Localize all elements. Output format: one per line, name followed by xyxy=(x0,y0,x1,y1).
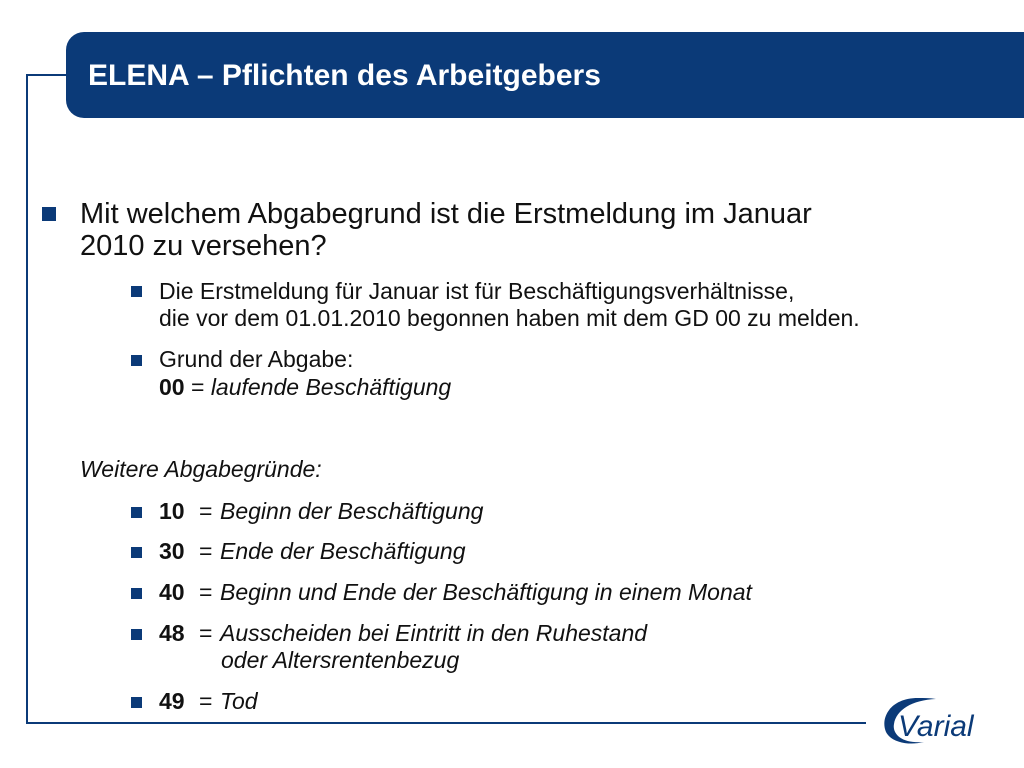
reason-item xyxy=(159,688,258,715)
varial-logo xyxy=(878,692,1008,748)
reason-eq: = xyxy=(199,498,213,524)
bullet-square-icon xyxy=(131,286,142,297)
grund-text: laufende Beschäftigung xyxy=(210,374,452,400)
bullet-square-icon xyxy=(131,547,142,558)
bullet-square-icon xyxy=(42,207,56,221)
bullet-square-icon xyxy=(131,697,142,708)
grund-code: 00 xyxy=(159,374,185,400)
bullet-square-icon xyxy=(131,588,142,599)
bullet-square-icon xyxy=(131,355,142,366)
reason-text: Beginn und Ende der Beschäftigung in einem Monat xyxy=(220,579,752,605)
reason-eq: = xyxy=(199,620,213,646)
reason-item xyxy=(159,538,466,565)
reason-item xyxy=(159,498,483,525)
reason-text-continuation: oder Altersrentenbezug xyxy=(221,647,460,673)
question-line-2: 2010 zu versehen? xyxy=(80,230,327,262)
reason-eq: = xyxy=(199,538,213,564)
answer-line-2: die vor dem 01.01.2010 begonnen haben mit dem GD 00 zu melden. xyxy=(159,305,860,331)
slide-title: ELENA – Pflichten des Arbeitgebers xyxy=(88,59,601,92)
reason-code: 49 xyxy=(159,688,185,714)
reason-code: 30 xyxy=(159,538,185,564)
reason-text: Beginn der Beschäftigung xyxy=(220,498,484,524)
grund-label: Grund der Abgabe: xyxy=(159,346,354,372)
answer-line-1: Die Erstmeldung für Januar ist für Beschäftigungsverhältnisse, xyxy=(159,278,795,304)
reason-code: 48 xyxy=(159,620,185,646)
reason-text: Tod xyxy=(220,688,258,714)
reason-eq: = xyxy=(199,688,213,714)
grund-line xyxy=(159,374,451,401)
reason-text: Ende der Beschäftigung xyxy=(220,538,466,564)
reason-item xyxy=(159,620,647,647)
reason-text: Ausscheiden bei Eintritt in den Ruhestand xyxy=(220,620,648,646)
bullet-square-icon xyxy=(131,507,142,518)
bullet-square-icon xyxy=(131,629,142,640)
reason-code: 40 xyxy=(159,579,185,605)
grund-eq: = xyxy=(190,374,205,400)
question-line-1: Mit welchem Abgabegrund ist die Erstmeldung im Januar xyxy=(80,198,812,230)
reason-eq: = xyxy=(199,579,213,605)
reason-code: 10 xyxy=(159,498,185,524)
logo-text: Varial xyxy=(898,710,974,743)
reason-item xyxy=(159,579,752,606)
weitere-heading: Weitere Abgabegründe: xyxy=(80,456,322,482)
